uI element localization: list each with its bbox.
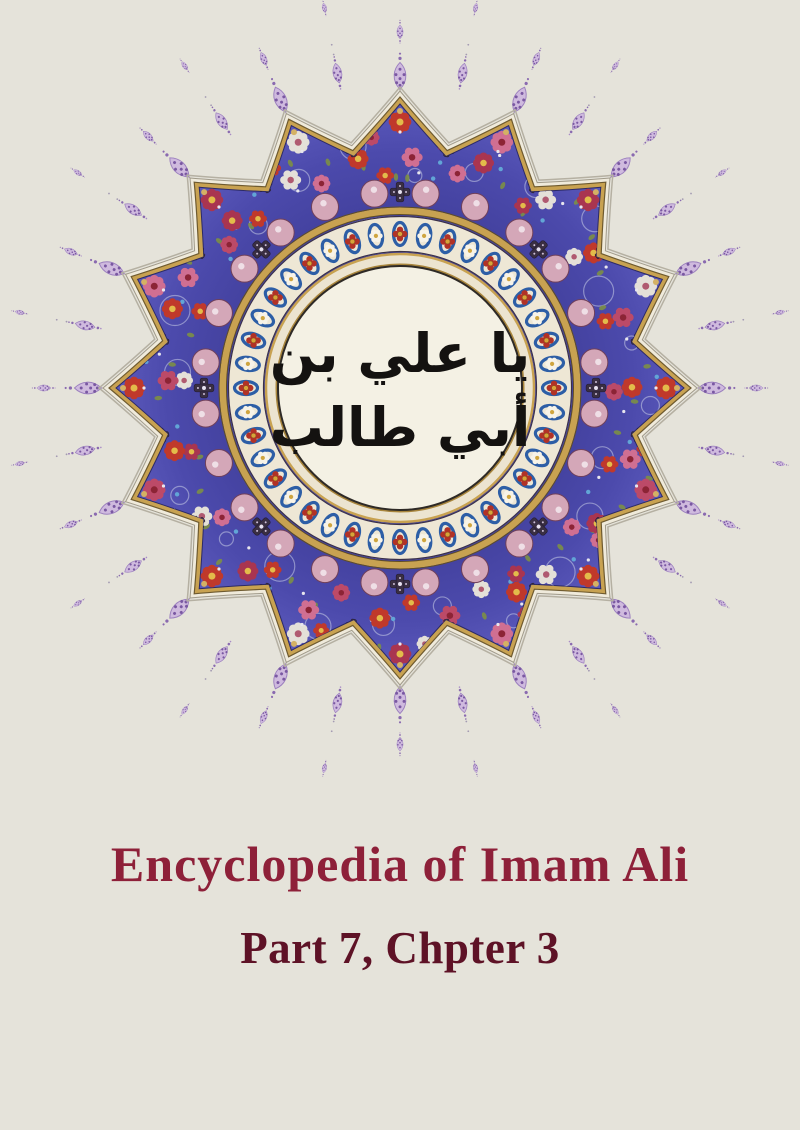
pink-fan [231, 255, 258, 282]
pink-fan [267, 530, 294, 557]
medium-sprig-icon [208, 104, 234, 137]
tiny-sprig-icon [714, 166, 731, 179]
medium-sprig-icon [651, 553, 684, 579]
medium-sprig-icon [116, 553, 149, 579]
small-sprig-icon [256, 705, 271, 729]
tiny-sprig-icon [609, 702, 622, 719]
medium-sprig-icon [455, 686, 470, 721]
pink-fan [542, 494, 569, 521]
tiny-sprig-icon [11, 460, 29, 468]
small-sprig-icon [138, 629, 159, 650]
small-sprig-icon [744, 385, 768, 391]
pink-fan [311, 193, 338, 220]
tiny-sprig-icon [11, 309, 29, 317]
small-sprig-icon [138, 126, 159, 147]
medium-sprig-icon [651, 196, 684, 222]
small-sprig-icon [59, 244, 83, 259]
pink-fan [412, 180, 439, 207]
pink-fan [205, 450, 232, 477]
medium-sprig-icon [698, 318, 733, 333]
pink-fan [568, 450, 595, 477]
medium-sprig-icon [330, 686, 345, 721]
pink-fan [192, 349, 219, 376]
medium-sprig-icon [67, 443, 102, 458]
pink-fan [462, 556, 489, 583]
pink-fan [581, 349, 608, 376]
tiny-sprig-icon [771, 460, 789, 468]
calligraphy-line-1: يا علي بن [269, 322, 531, 385]
small-sprig-icon [256, 47, 271, 71]
pink-fan [568, 299, 595, 326]
tiny-sprig-icon [69, 166, 86, 179]
medium-sprig-icon [116, 196, 149, 222]
tiny-sprig-icon [321, 759, 329, 777]
pink-fan [506, 219, 533, 246]
medium-sprig-icon [565, 639, 591, 672]
small-sprig-icon [717, 244, 741, 259]
tiny-sprig-icon [321, 0, 329, 17]
pink-fan [462, 193, 489, 220]
pink-fan [361, 180, 388, 207]
tiny-sprig-icon [69, 597, 86, 610]
pink-fan [542, 255, 569, 282]
medium-sprig-icon [67, 318, 102, 333]
tiny-sprig-icon [771, 309, 789, 317]
small-sprig-icon [529, 47, 544, 71]
tiny-sprig-icon [714, 597, 731, 610]
pink-fan [205, 299, 232, 326]
small-sprig-icon [641, 629, 662, 650]
tiny-sprig-icon [178, 57, 191, 74]
pink-fan [581, 400, 608, 427]
page-title: Encyclopedia of Imam Ali [110, 836, 690, 892]
medium-sprig-icon [330, 55, 345, 90]
pink-fan [192, 400, 219, 427]
tiny-sprig-icon [472, 759, 480, 777]
small-sprig-icon [397, 732, 403, 756]
calligraphy-line-2: أبي طالب [269, 396, 531, 459]
page-subtitle: Part 7, Chpter 3 [240, 923, 560, 973]
small-sprig-icon [529, 705, 544, 729]
tiny-sprig-icon [472, 0, 480, 17]
small-sprig-icon [397, 20, 403, 44]
pink-fan [506, 530, 533, 557]
pink-fan [412, 569, 439, 596]
small-sprig-icon [32, 385, 56, 391]
pink-fan [231, 494, 258, 521]
medium-sprig-icon [455, 55, 470, 90]
small-sprig-icon [717, 517, 741, 532]
pink-fan [267, 219, 294, 246]
tiny-sprig-icon [178, 702, 191, 719]
tiny-sprig-icon [609, 57, 622, 74]
calligraphy-disc [278, 266, 522, 510]
small-sprig-icon [641, 126, 662, 147]
pink-fan [311, 556, 338, 583]
medium-sprig-icon [565, 104, 591, 137]
medium-sprig-icon [698, 443, 733, 458]
medium-sprig-icon [208, 639, 234, 672]
pink-fan [361, 569, 388, 596]
small-sprig-icon [59, 517, 83, 532]
